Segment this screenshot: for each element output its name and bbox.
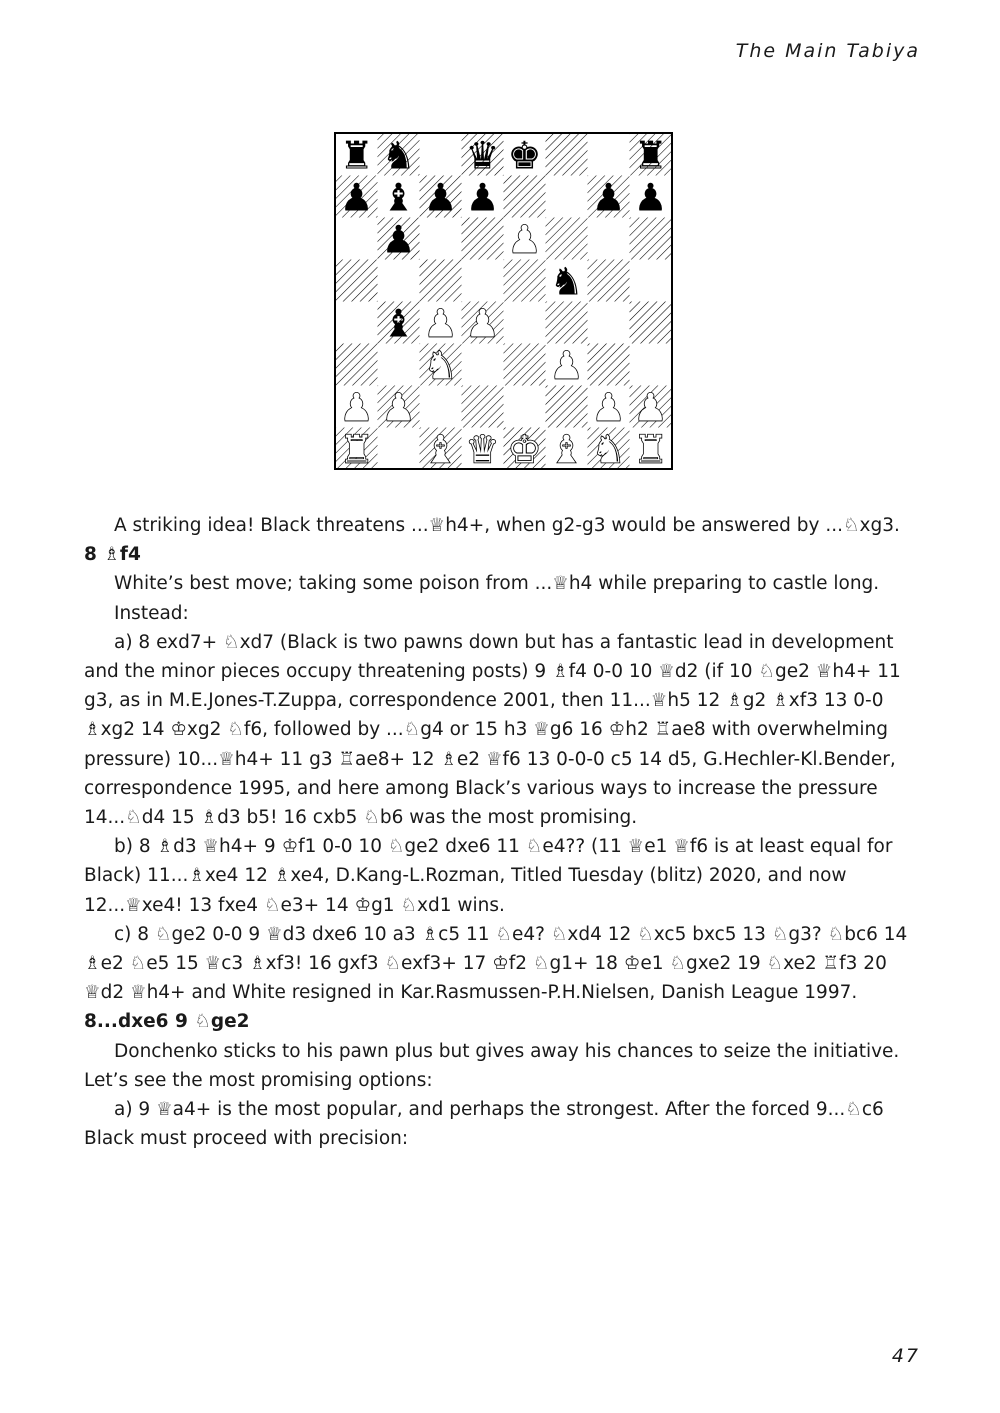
black-knight-b8-icon: ♞ [381,133,416,178]
black-queen-d8-icon: ♛ [465,133,500,178]
dark-square [504,260,546,302]
black-rook-a8-icon: ♜ [339,133,374,178]
white-pawn-g2-icon: ♟ [591,385,626,430]
chess-diagram [334,132,673,470]
black-king-e8-icon: ♚ [507,133,542,178]
black-pawn-c7-icon: ♟ [423,175,458,220]
dark-square [462,218,504,260]
dark-square [630,302,672,344]
white-pawn-d4-icon: ♟ [465,301,500,346]
white-bishop-f1-icon: ♝ [549,427,584,470]
dark-square [504,176,546,218]
white-pawn-f3-icon: ♟ [549,343,584,388]
paragraph-line-b: b) 8 ♗d3 ♕h4+ 9 ♔f1 0-0 10 ♘ge2 dxe6 11 ♘e4?? (11 ♕e1 ♕f6 is at least equal for Black) 11...♗xe4 12 ♗xe4, D.Kang-L.Rozman, Titled Tuesday (blitz) 2020, and now 12...♕xe4! 13 fxe4 ♘e3+ 14 ♔g1 ♘xd1 wins. [84,836,893,916]
dark-square [546,218,588,260]
paragraph-option-a: a) 9 ♕a4+ is the most popular, and perhaps the strongest. After the forced 9...♘c6 Black must proceed with precision: [84,1099,884,1150]
white-rook-a1-icon: ♜ [339,427,374,470]
black-bishop-b7-icon: ♝ [381,175,416,220]
dark-square [546,134,588,176]
white-bishop-c1-icon: ♝ [423,427,458,470]
black-knight-f5-icon: ♞ [549,259,584,304]
dark-square [588,260,630,302]
paragraph-best-move: White’s best move; taking some poison from ...♕h4 while preparing to castle long. [114,573,880,595]
dark-square [588,344,630,386]
dark-square [336,260,378,302]
paragraph-line-c: c) 8 ♘ge2 0-0 9 ♕d3 dxe6 10 a3 ♗c5 11 ♘e4? ♘xd4 12 ♘xc5 bxc5 13 ♘g3? ♘bc6 14 ♗e2 ♘e5 15 ♕c3 ♗xf3! 16 gxf3 ♘exf3+ 17 ♔f2 ♘g1+ 18 ♔e1 ♘gxe2 19 ♘xe2 ♖f3 20 ♕d2 ♕h4+ and White resigned in Kar.Rasmussen-P.H.Nielsen, Danish League 1997. [84,923,908,1004]
dark-square [546,302,588,344]
white-king-e1-icon: ♚ [507,427,542,470]
chess-board [334,132,673,470]
paragraph-line-a: a) 8 exd7+ ♘xd7 (Black is two pawns down but has a fantastic lead in development and the minor pieces occupy threatening posts) 9 ♗f4 0-0 10 ♕d2 (if 10 ♘ge2 ♕h4+ 11 g3, as in M.E.Jones-T.Zuppa, correspondence 2001, then 11...♕h5 12 ♗g2 ♗xf3 13 0-0 ♗xg2 14 ♔xg2 ♘f6, followed by ...♘g4 or 15 h3 ♕g6 16 ♔h2 ♖ae8 with overwhelming pressure) 10...♕h4+ 11 g3 ♖ae8+ 12 ♗e2 ♕f6 13 0-0-0 c5 14 d5, G.Hechler-Kl.Bender, correspondence 1995, and here among Black’s various ways to increase the pressure 14...♘d4 15 ♗d3 b5! 16 cxb5 ♘b6 was the most promising. [84,631,901,829]
black-rook-h8-icon: ♜ [633,133,668,178]
move-heading-dxe6: 8...dxe6 9 ♘ge2 [84,1011,250,1033]
white-pawn-b2-icon: ♟ [381,385,416,430]
black-pawn-g7-icon: ♟ [591,175,626,220]
white-pawn-h2-icon: ♟ [633,385,668,430]
dark-square [504,344,546,386]
white-pawn-c4-icon: ♟ [423,301,458,346]
paragraph-instead: Instead: [114,602,189,624]
dark-square [336,344,378,386]
white-queen-d1-icon: ♛ [465,427,500,470]
black-pawn-d7-icon: ♟ [465,175,500,220]
dark-square [420,260,462,302]
black-bishop-b4-icon: ♝ [381,301,416,346]
white-rook-h1-icon: ♜ [633,427,668,470]
black-pawn-h7-icon: ♟ [633,175,668,220]
paragraph-donchenko: Donchenko sticks to his pawn plus but gives away his chances to seize the initiative. Let’s see the most promising options: [84,1040,900,1091]
white-knight-g1-icon: ♞ [591,427,626,470]
white-pawn-e6-icon: ♟ [507,217,542,262]
black-pawn-a7-icon: ♟ [339,175,374,220]
dark-square [546,386,588,428]
page-number: 47 [891,1345,920,1367]
white-pawn-a2-icon: ♟ [339,385,374,430]
dark-square [462,386,504,428]
white-knight-c3-icon: ♞ [423,343,458,388]
main-text [84,511,920,1153]
move-heading-8bf4: 8 ♗f4 [84,544,141,566]
paragraph-intro: A striking idea! Black threatens ...♕h4+, when g2-g3 would be answered by ...♘xg3. [114,515,900,536]
dark-square [630,218,672,260]
black-pawn-b6-icon: ♟ [381,217,416,262]
running-title: The Main Tabiya [735,40,920,62]
